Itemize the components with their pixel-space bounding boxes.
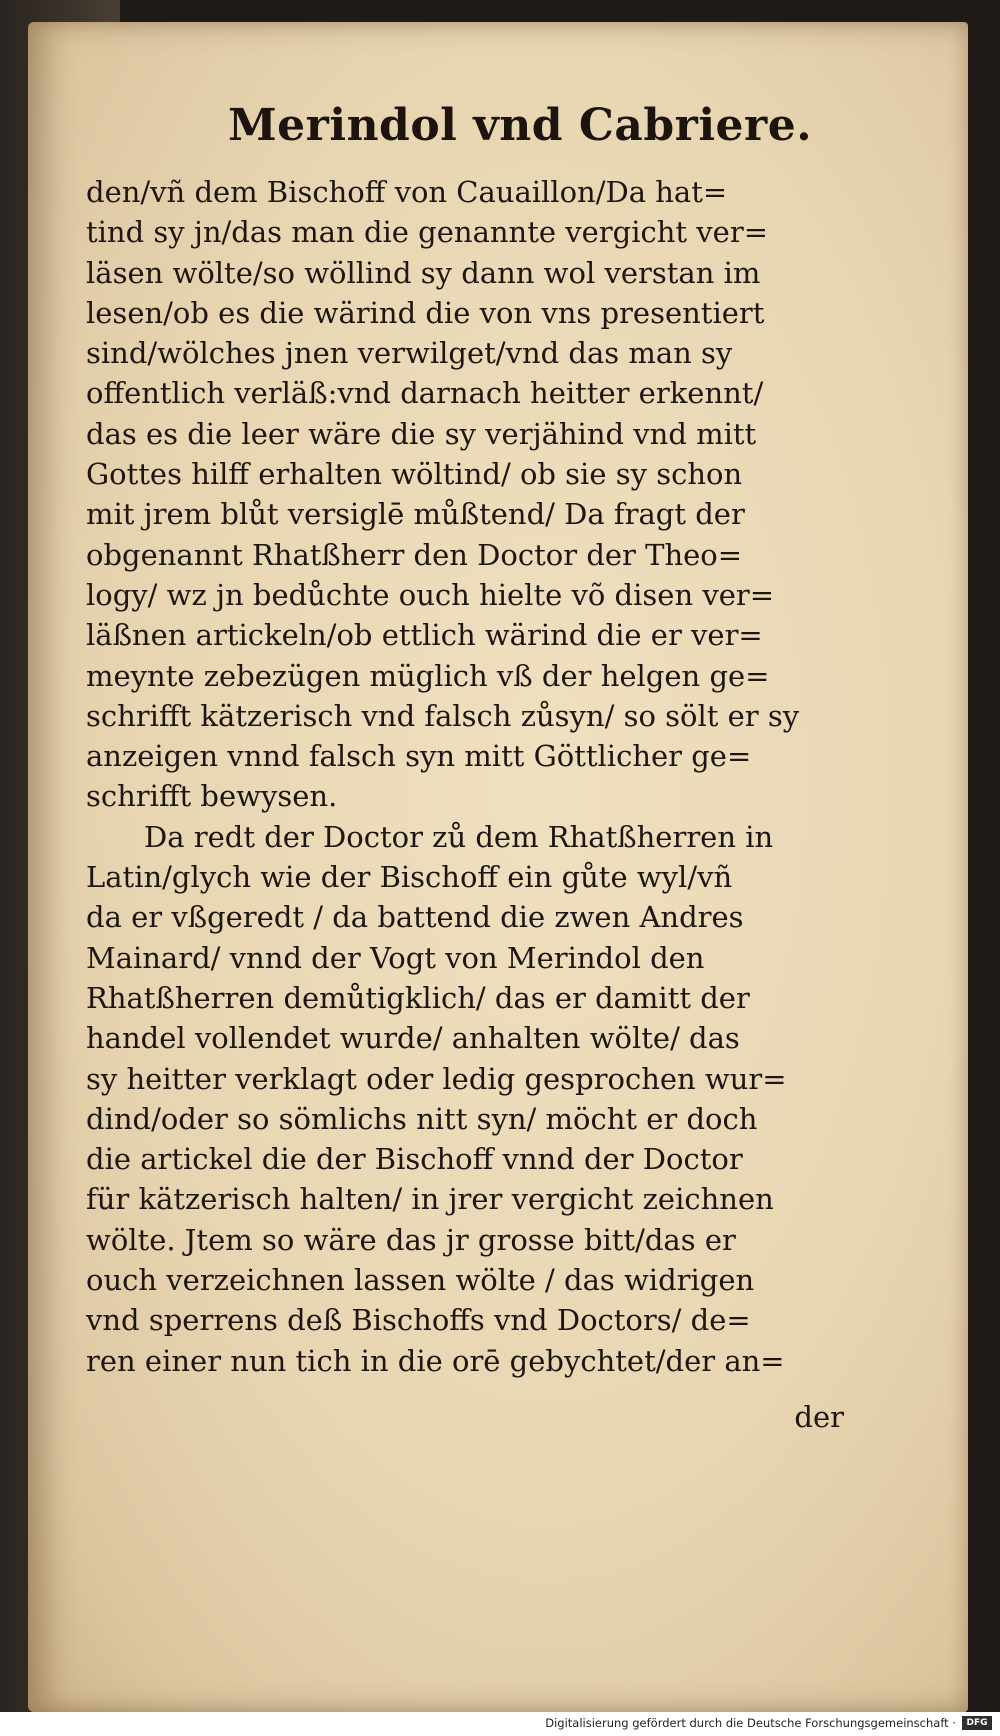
text-line: da er vßgeredt / da battend die zwen Andres: [86, 900, 744, 935]
catchword: der: [794, 1400, 844, 1434]
text-line: sind/wölches jnen verwilget/vnd das man sy: [86, 336, 733, 371]
text-line: ren einer nun tich in die orē gebychtet/der an=: [86, 1343, 785, 1378]
text-line: vnd sperrens deß Bischoffs vnd Doctors/ de=: [86, 1303, 751, 1338]
text-line: den/vñ dem Bischoff von Cauaillon/Da hat=: [86, 175, 728, 209]
text-line: handel vollendet wurde/ anhalten wölte/ das: [86, 1021, 740, 1056]
text-line: die artickel die der Bischoff vnnd der Doctor: [86, 1142, 743, 1177]
text-line: wölte. Jtem so wäre das jr grosse bitt/das er: [86, 1222, 736, 1257]
text-line: logy/ wz jn bedůchte ouch hielte võ disen ver=: [86, 577, 775, 612]
text-line: dind/oder so sömlichs nitt syn/ möcht er doch: [86, 1101, 758, 1136]
text-line: obgenannt Rhatßherr den Doctor der Theo=: [86, 537, 743, 572]
text-line: tind sy jn/das man die genannte vergicht ver=: [86, 215, 768, 250]
text-line: lesen/ob es die wärind die von vns presentiert: [86, 295, 765, 330]
text-line: Mainard/ vnnd der Vogt von Merindol den: [86, 940, 705, 975]
text-line: für kätzerisch halten/ in jrer vergicht zeichnen: [86, 1182, 774, 1217]
text-line: läßnen artickeln/ob ettlich wärind die er ver=: [86, 618, 763, 653]
text-line: schrifft kätzerisch vnd falsch zůsyn/ so sölt er sy: [86, 698, 800, 733]
dfg-logo: DFG: [962, 1716, 992, 1730]
text-line: Da redt der Doctor zů dem Rhatßherren in: [144, 819, 774, 854]
text-line: anzeigen vnnd falsch syn mitt Göttlicher ge=: [86, 739, 752, 774]
text-line: Gottes hilff erhalten wöltind/ ob sie sy schon: [86, 457, 743, 492]
text-line: meynte zebezügen müglich vß der helgen ge=: [86, 658, 770, 693]
text-line: Rhatßherren demůtigklich/ das er damitt der: [86, 980, 750, 1015]
text-line: offentlich verläß:vnd darnach heitter erkennt/: [86, 376, 764, 411]
text-line: Latin/glych wie der Bischoff ein gůte wyl/vñ: [86, 860, 733, 895]
digitization-credit: Digitalisierung gefördert durch die Deutsche Forschungsgemeinschaft ·: [545, 1716, 956, 1730]
text-line: sy heitter verklagt oder ledig gesprochen wur=: [86, 1061, 787, 1096]
text-line: schrifft bewysen.: [86, 779, 338, 814]
text-line: ouch verzeichnen lassen wölte / das widrigen: [86, 1263, 755, 1298]
body-text: [86, 172, 846, 1381]
text-line: das es die leer wäre die sy verjähind vnd mitt: [86, 416, 757, 451]
text-line: läsen wölte/so wöllind sy dann wol verstan im: [86, 255, 761, 290]
running-head: Merindol vnd Cabriere.: [227, 100, 813, 151]
text-line: mit jrem blůt versiglē můßtend/ Da fragt der: [86, 497, 745, 532]
